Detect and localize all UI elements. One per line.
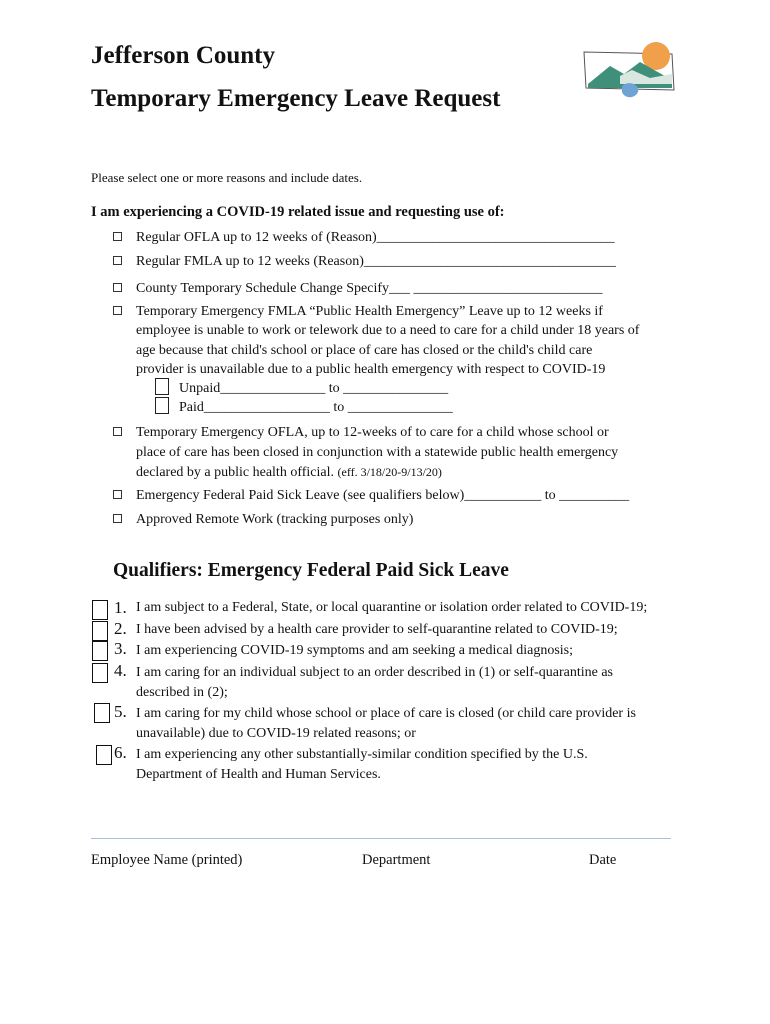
reason-ofla-row [113,228,615,248]
eofla-effective-dates: (eff. 3/18/20-9/13/20) [337,465,442,479]
schedule-checkbox[interactable] [113,283,122,292]
fmla-checkbox[interactable] [113,256,122,265]
qualifier-4-checkbox[interactable] [92,663,108,683]
instructions-text: Please select one or more reasons and include dates. [91,170,363,185]
reason-schedule-row [113,279,603,299]
qualifier-2-text: I have been advised by a health care provider to self-quarantine related to COVID-19; [136,622,618,637]
unpaid-label: Unpaid_______________ to _______________ [179,381,449,396]
qualifier-6-number: 6. [114,743,127,762]
form-title: Temporary Emergency Leave Request [91,85,501,112]
eofla-line-3-wrap [136,462,442,483]
paid-label: Paid__________________ to _______________ [179,400,453,415]
efmla-line-4: provider is unavailable due to a public health emergency with respect to COVID-19 [136,362,606,377]
eofla-checkbox[interactable] [113,427,122,436]
ofla-label: Regular OFLA up to 12 weeks of (Reason)__________________________________ [136,230,615,245]
qualifier-1-text: I am subject to a Federal, State, or local quarantine or isolation order related to COVID-19; [136,600,648,615]
efmla-line-2: employee is unable to work or telework due to a need to care for a child under 18 years of [136,323,640,338]
qualifier-1-number: 1. [114,598,127,617]
remote-checkbox[interactable] [113,514,122,523]
qualifier-2-number: 2. [114,619,127,638]
unpaid-row [155,379,448,398]
qualifier-5-text: I am caring for my child whose school or place of care is closed (or child care provider is unavailable) due to COVID-19 related reasons; or [136,706,636,741]
department-label: Department [362,852,431,868]
ofla-checkbox[interactable] [113,232,122,241]
section-heading: I am experiencing a COVID-19 related issue and requesting use of: [91,204,505,220]
reason-eofla-row [113,423,609,443]
county-title: Jefferson County [91,42,276,69]
unpaid-checkbox[interactable] [155,378,169,395]
efmla-line-1: Temporary Emergency FMLA “Public Health Emergency” Leave up to 12 weeks if [136,304,603,319]
efmla-checkbox[interactable] [113,306,122,315]
date-label: Date [589,852,617,868]
qualifier-3-text: I am experiencing COVID-19 symptoms and am seeking a medical diagnosis; [136,643,574,658]
qualifier-5-number: 5. [114,702,127,721]
qualifier-4-number: 4. [114,661,127,680]
schedule-label: County Temporary Schedule Change Specify___ ___________________________ [136,281,603,296]
employee-name-label: Employee Name (printed) [91,852,243,868]
remote-label: Approved Remote Work (tracking purposes only) [136,512,414,527]
qualifier-6-text: I am experiencing any other substantially-similar condition specified by the U.S. Department of Health and Human Services. [136,747,588,782]
county-logo [580,40,680,104]
reason-epsl-row [113,486,629,506]
eofla-line-3: declared by a public health official. [136,465,334,480]
reason-fmla-row [113,252,616,272]
paid-checkbox[interactable] [155,397,169,414]
paid-row [155,398,453,417]
qualifier-3-checkbox[interactable] [92,641,108,661]
signature-line[interactable] [91,838,671,839]
efmla-line-3: age because that child's school or place of care has closed or the child's child care [136,343,593,358]
eofla-line-1: Temporary Emergency OFLA, up to 12-weeks of to care for a child whose school or [136,425,609,440]
qualifier-4-text: I am caring for an individual subject to an order described in (1) or self-quarantine as described in (2); [136,665,613,700]
fmla-label: Regular FMLA up to 12 weeks (Reason)____________________________________ [136,254,616,269]
qualifier-2-checkbox[interactable] [92,621,108,641]
epsl-checkbox[interactable] [113,490,122,499]
eofla-line-2: place of care has been closed in conjunction with a statewide public health emergency [136,445,619,460]
qualifier-1-checkbox[interactable] [92,600,108,620]
epsl-label: Emergency Federal Paid Sick Leave (see qualifiers below)___________ to __________ [136,488,630,503]
qualifier-5-checkbox[interactable] [94,703,110,723]
reason-remote-row [113,510,413,530]
reason-efmla-row [113,302,603,322]
qualifiers-heading: Qualifiers: Emergency Federal Paid Sick Leave [113,560,509,581]
qualifier-6-checkbox[interactable] [96,745,112,765]
qualifier-3-number: 3. [114,639,127,658]
